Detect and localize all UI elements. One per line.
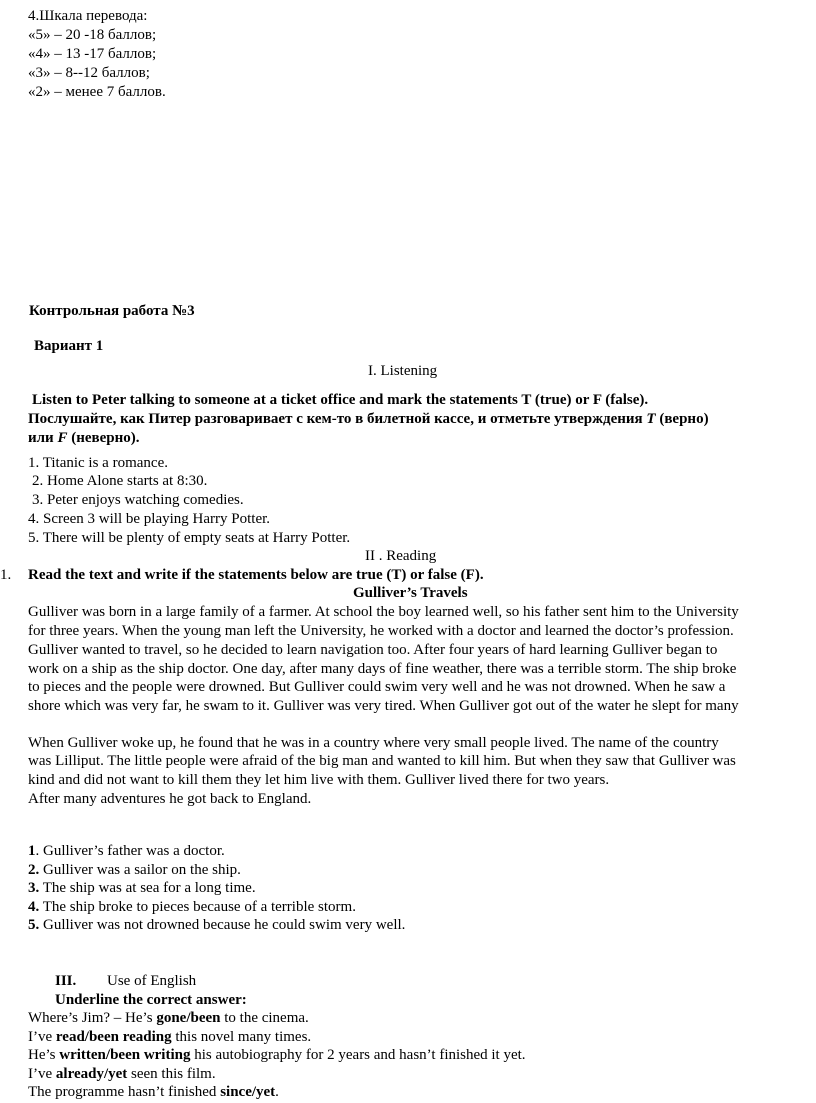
scale-line: «2» – менее 7 баллов.: [28, 84, 166, 100]
text-title: Gulliver’s Travels: [353, 585, 468, 601]
reading-text-line: work on a ship as the ship doctor. One day, after many days of fine weather, there was a terrible storm. The ship broke: [28, 661, 737, 677]
reading-statement: 2. Gulliver was a sailor on the ship.: [28, 862, 241, 878]
listening-item: 4. Screen 3 will be playing Harry Potter.: [28, 511, 271, 527]
reading-text-line: Gulliver was born in a large family of a farmer. At school the boy learned well, so his father sent him to the University: [28, 604, 739, 620]
listening-instruction-en: Listen to Peter talking to someone at a ticket office and mark the statements T (true) or F (false).: [32, 392, 649, 408]
reading-statement: 4. The ship broke to pieces because of a terrible storm.: [28, 899, 356, 915]
reading-statement: 1. Gulliver’s father was a doctor.: [28, 843, 225, 859]
english-item: I’ve already/yet seen this film.: [28, 1066, 216, 1082]
english-heading: Use of English: [107, 973, 197, 989]
scale-line: «4» – 13 -17 баллов;: [28, 46, 157, 62]
english-number: III.: [55, 973, 77, 989]
listening-heading: I. Listening: [368, 363, 438, 379]
reading-text-line: When Gulliver woke up, he found that he was in a country where very small people lived. The name of the country: [28, 735, 719, 751]
listening-item: 3. Peter enjoys watching comedies.: [32, 492, 244, 508]
variant-title: Вариант 1: [34, 338, 104, 354]
reading-statement: 5. Gulliver was not drowned because he could swim very well.: [28, 917, 406, 933]
reading-text-line: was Lilliput. The little people were afraid of the big man and wanted to kill him. But when they saw that Gulliver was: [28, 753, 736, 769]
reading-task: Read the text and write if the statements below are true (T) or false (F).: [28, 567, 484, 583]
english-task: Underline the correct answer:: [55, 992, 247, 1008]
scale-title: 4.Шкала перевода:: [28, 8, 148, 24]
reading-text-line: to pieces and the people were drowned. But Gulliver could swim very well and he was not drowned. When he saw a: [28, 679, 726, 695]
reading-text-line: Gulliver wanted to travel, so he decided to learn navigation too. After four years of hard learning Gulliver began to: [28, 642, 718, 658]
english-item: The programme hasn’t finished since/yet.: [28, 1084, 279, 1100]
test-title: Контрольная работа №3: [29, 303, 195, 319]
english-item: I’ve read/been reading this novel many times.: [28, 1029, 312, 1045]
english-item: He’s written/been writing his autobiography for 2 years and hasn’t finished it yet.: [28, 1047, 526, 1063]
listening-item: 1. Titanic is a romance.: [28, 455, 168, 471]
scale-line: «5» – 20 -18 баллов;: [28, 27, 157, 43]
english-item: Where’s Jim? – He’s gone/been to the cinema.: [28, 1010, 309, 1026]
reading-task-number: 1.: [0, 567, 12, 583]
reading-text-line: kind and did not want to kill them they let him live with them. Gulliver lived there for two years.: [28, 772, 610, 788]
reading-heading: II . Reading: [365, 548, 437, 564]
reading-text-line: for three years. When the young man left the University, he worked with a doctor and learned the doctor’s profession.: [28, 623, 734, 639]
reading-statement: 3. The ship was at sea for a long time.: [28, 880, 256, 896]
listening-item: 2. Home Alone starts at 8:30.: [32, 473, 208, 489]
listening-instruction-ru: Послушайте, как Питер разговаривает с кем-то в билетной кассе, и отметьте утверждения T (верно): [28, 411, 709, 427]
listening-instruction-ru-cont: или F (неверно).: [28, 430, 140, 446]
scale-line: «3» – 8--12 баллов;: [28, 65, 150, 81]
reading-text-line: After many adventures he got back to England.: [28, 791, 312, 807]
reading-text-line: shore which was very far, he swam to it. Gulliver was very tired. When Gulliver got out of the water he slept for many: [28, 698, 739, 714]
listening-item: 5. There will be plenty of empty seats at Harry Potter.: [28, 530, 351, 546]
